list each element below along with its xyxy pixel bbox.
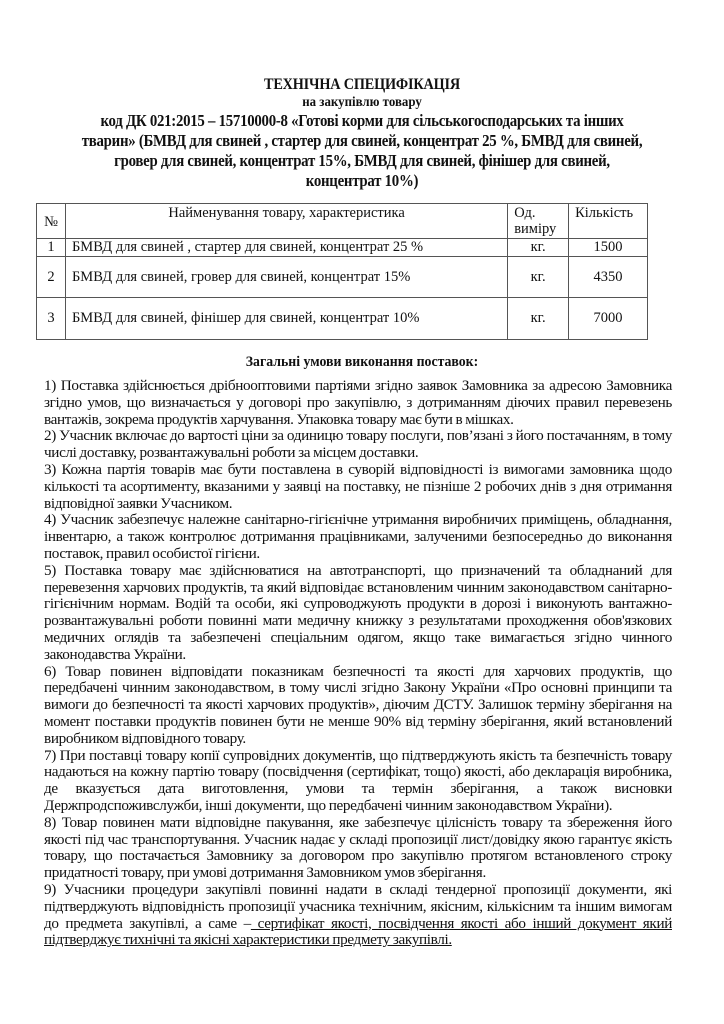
condition-item: 7) При поставці товару копії супровідних документів, що підтверджують якість та безпечність товару надаються на кожну партію товару (посвідчення (сертифікат, тощо) якості, або декларація виробника, де вказується дата виготовлення, умови та термін зберігання, а також висновки Держпродспоживслужби, інші документи, що передбачені чинним законодавством України). (44, 746, 672, 814)
condition-item: 4) Учасник забезпечує належне санітарно-гігієнічне утримання виробничих приміщень, обладнання, інвентарю, а також контролює дотримання працівниками, залученими безпосередньо до виконання поставок, правил особистої гігієни. (44, 511, 672, 562)
condition-item-9 (44, 882, 672, 949)
row-quantity: 1500 (569, 239, 648, 257)
row-unit: кг. (508, 298, 569, 340)
column-header-name: Найменування товару, характеристика (65, 204, 507, 239)
row-number: 1 (37, 239, 66, 257)
document-title: ТЕХНІЧНА СПЕЦИФІКАЦІЯ (264, 76, 460, 93)
table-header-row (37, 204, 648, 239)
condition-item: 8) Товар повинен мати відповідне пакування, яке забезпечує цілісність товару та збереження його якості під час транспортування. Учасник надає у складі пропозиції лист/довідку якою гарантує якість товару, що постачається Замовнику за договором про закупівлю протягом встановленого строку придатності товару, при умові дотримання Замовником умов зберігання. (44, 813, 672, 882)
row-unit: кг. (508, 239, 569, 257)
row-name: БМВД для свиней , стартер для свиней, концентрат 25 % (65, 239, 507, 257)
table-row (37, 257, 648, 298)
column-header-number: № (37, 204, 66, 239)
procurement-code-line: код ДК 021:2015 – 15710000-8 «Готові корми для сільськогосподарських та інших (100, 111, 624, 130)
required-documents-underlined: сертифікат якості, посвідчення якості або інший документ який підтверджує тихнічні та якісні характеристики предмету закупівлі. (44, 914, 672, 949)
condition-item: 3) Кожна партія товарів має бути поставлена в суворій відповідності із вимогами замовника щодо кількості та асортименту, вказаними у заявці на поставку, не пізніше 2 робочих днів з дня отримання відповідної заявки Учасником. (44, 460, 672, 512)
column-header-unit: Од. виміру (508, 204, 569, 239)
row-quantity: 4350 (569, 257, 648, 298)
condition-item: 2) Учасник включає до вартості ціни за одиницю товару послуги, пов’язані з його постачанням, в тому числі доставку, розвантажувальні роботи за місцем доставки. (44, 427, 672, 462)
row-name: БМВД для свиней, фінішер для свиней, концентрат 10% (65, 298, 507, 340)
document-subtitle: на закупівлю товару (302, 95, 422, 110)
conditions-list (44, 378, 672, 949)
procurement-code-line: тварин» (БМВД для свиней , стартер для свиней, концентрат 25 %, БМВД для свиней, (81, 131, 643, 150)
condition-item-text: 9) Учасники процедури закупівлі повинні надати в складі тендерної пропозиції документи, які підтверджують відповідність пропозиції учасника технічним, якісним, кількісним та іншим вимогам до предмета закупівлі, а саме – (44, 880, 672, 932)
row-name: БМВД для свиней, гровер для свиней, концентрат 15% (65, 257, 507, 298)
table-row (37, 239, 648, 257)
table-row (37, 298, 648, 340)
condition-item: 1) Поставка здійснюється дрібнооптовими партіями згідно заявок Замовника за адресою Замовника згідно умов, що визначається у договорі про закупівлю, з дотриманням діючих правил перевезень вантажів, зокрема продуктів харчування. Упаковка товару має бути в мішках. (44, 377, 672, 428)
conditions-heading: Загальні умови виконання поставок: (245, 354, 479, 370)
goods-table (36, 203, 648, 340)
procurement-code-line: гровер для свиней, концентрат 15%, БМВД для свиней, фінішер для свиней, (114, 151, 610, 170)
row-number: 3 (37, 298, 66, 340)
condition-item: 5) Поставка товару має здійснюватися на автотранспорті, що призначений та обладнаний для перевезення харчових продуктів, та який відповідає встановленим чинним законодавством санітарно-гігієнічним нормам. Водій та особи, які супроводжують продукти в дорозі і виконують вантажно-розвантажувальні роботи повинні мати медичну книжку з результатами проходження обов'язкових медичних оглядів та забезпечені спеціальним одягом, якщо таке вимагається згідно чинного законодавства України. (44, 561, 672, 663)
document-header (44, 76, 680, 191)
condition-item: 6) Товар повинен відповідати показникам безпечності та якості для харчових продуктів, що передбачені чинним законодавством, в тому числі згідно Закону України «Про основні принципи та вимоги до безпечності та якості харчових продуктів», діючим ДСТУ. Залишок терміну зберігання на момент поставки продуктів повинен бути не менше 90% від терміну зберігання, який встановлений виробником відповідного товару. (44, 662, 672, 747)
column-header-quantity: Кількість (569, 204, 648, 239)
row-quantity: 7000 (569, 298, 648, 340)
procurement-code-line: концентрат 10%) (305, 171, 419, 190)
row-number: 2 (37, 257, 66, 298)
row-unit: кг. (508, 257, 569, 298)
